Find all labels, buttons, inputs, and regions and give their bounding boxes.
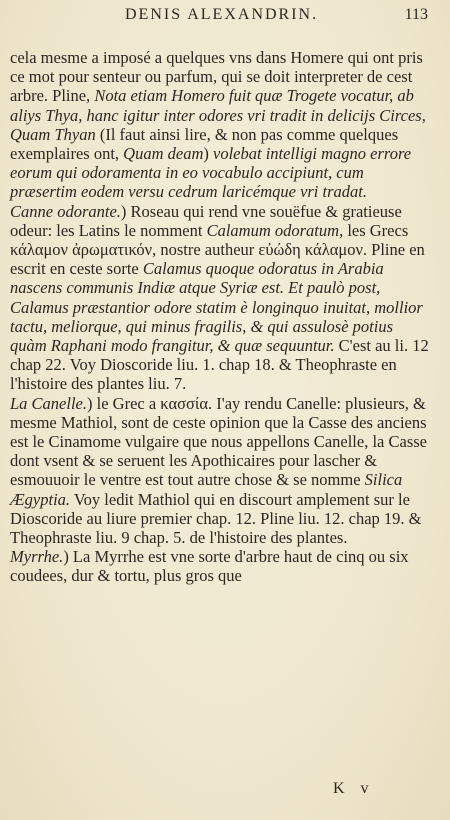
italic-run: Nota etiam Homero fuit quæ Trogete vocatur, ab aliys Thya, hanc igitur inter odores vri tradit in delicijs Circes xyxy=(10,86,422,125)
paragraph-thya xyxy=(10,48,430,202)
body-text xyxy=(10,48,430,586)
italic-run: Canne odorante. xyxy=(10,201,121,221)
italic-run: Quam Thyan xyxy=(10,124,96,144)
italic-run: La Canelle. xyxy=(10,393,87,413)
text-run: cela mesme a imposé a quelques vns dans Homere qui ont pris ce mot pour senteur ou parfum, qui se doit interpreter de cest arbre. Pline, xyxy=(10,48,423,106)
paragraph-canne-odorante xyxy=(10,202,430,394)
text-run: ) La Myrrhe est vne sorte d'arbre haut de cinq ou six coudees, dur & tortu, plus gros que xyxy=(10,547,409,586)
text-run: ) Roseau qui rend vne souëfue & gratieuse odeur: les Latins le nomment xyxy=(10,201,402,240)
text-run: , les Grecs κάλαμον ἀρωματικόν, nostre autheur εὐώδη κάλαμον. Pline en escrit en ceste sorte xyxy=(10,220,425,279)
text-run: , xyxy=(421,105,426,125)
paragraph-canelle xyxy=(10,394,430,548)
paragraph-myrrhe xyxy=(10,547,430,585)
italic-run: Quam deam xyxy=(123,144,204,164)
italic-run: Calamum odoratum xyxy=(206,220,340,240)
italic-run: Calamus quoque odoratus in Arabia nascens communis Indiæ atque Syriæ est. Et paulò post, Calamus præstantior odore statim è longinquo inuitat, mollior tactu, meliorque, qui minus fragilis, & qui assulosè potius quàm Raphani modo frangitur, & quæ sequuntur. xyxy=(10,259,423,356)
running-head: DENIS ALEXANDRIN. xyxy=(125,6,319,23)
text-run: (Il faut ainsi lire, & non pas comme quelques exemplaires ont, xyxy=(10,124,399,164)
page-number: 113 xyxy=(404,6,428,23)
page-footer xyxy=(0,780,450,800)
text-run: ) xyxy=(203,144,213,164)
italic-run: volebat intelligi magno errore eorum qui odoramenta in eo vocabulo accipiunt, cum præsertim eodem versu cedrum laricémque vri tradat. xyxy=(10,144,412,202)
text-run: Voy ledit Mathiol qui en discourt amplement sur le Dioscoride au liure premier chap. 12. Pline liu. 12. chap 19. & Theophraste liu. 9 chap. 5. de l'histoire des plantes. xyxy=(10,489,422,548)
italic-run: Myrrhe. xyxy=(10,547,64,567)
page-header xyxy=(10,6,440,34)
italic-run: Silica Ægyptia. xyxy=(10,470,403,509)
text-run: ) le Grec a κασσία. I'ay rendu Canelle: plusieurs, & mesme Mathiol, sont de ceste opinion que la Casse des anciens est le Cinamome vulgaire que nous appellons Canelle, la Casse dont vsent & se seruent les Apothicaires pour lascher & esmouuoir le ventre est tout autre chose & se nomme xyxy=(10,393,427,490)
text-run: C'est au li. 12 chap 22. Voy Dioscoride liu. 1. chap 18. & Theophraste en l'histoire des plantes liu. 7. xyxy=(10,336,429,394)
signature-mark: K v xyxy=(333,780,375,797)
